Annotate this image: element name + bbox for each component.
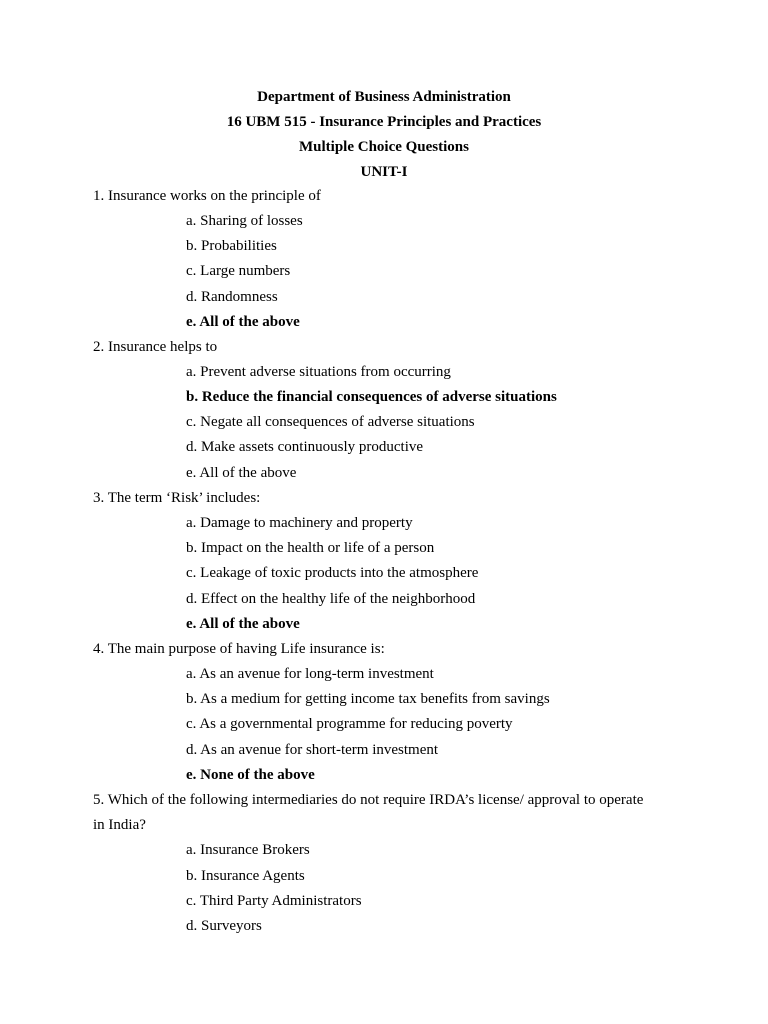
- question-3-option-c: c. Leakage of toxic products into the atmosphere: [186, 565, 479, 581]
- question-5-option-c: c. Third Party Administrators: [186, 893, 362, 909]
- question-1-option-e-answer: e. All of the above: [186, 314, 300, 330]
- question-1-option-c: c. Large numbers: [186, 263, 291, 279]
- question-5-option-b: b. Insurance Agents: [186, 868, 305, 884]
- question-3-option-e-answer: e. All of the above: [186, 616, 300, 632]
- question-5-option-a: a. Insurance Brokers: [186, 842, 310, 858]
- question-2-option-a: a. Prevent adverse situations from occurring: [186, 364, 451, 380]
- question-1-option-d: d. Randomness: [186, 289, 278, 305]
- question-2: 2. Insurance helps to: [93, 339, 218, 355]
- document-subtitle: Multiple Choice Questions: [298, 139, 469, 155]
- question-2-option-e: e. All of the above: [186, 465, 297, 481]
- question-2-option-d: d. Make assets continuously productive: [186, 439, 424, 455]
- question-4-option-c: c. As a governmental programme for reducing poverty: [186, 716, 513, 732]
- question-5-line-2: in India?: [93, 817, 146, 833]
- question-3-option-a: a. Damage to machinery and property: [186, 515, 413, 531]
- question-4-option-b: b. As a medium for getting income tax benefits from savings: [186, 691, 550, 707]
- question-4-option-e-answer: e. None of the above: [186, 767, 315, 783]
- question-1-option-a: a. Sharing of losses: [186, 213, 303, 229]
- question-4: 4. The main purpose of having Life insurance is:: [93, 641, 385, 657]
- question-2-option-b-answer: b. Reduce the financial consequences of adverse situations: [186, 389, 557, 405]
- question-1-option-b: b. Probabilities: [186, 238, 277, 254]
- department-heading: Department of Business Administration: [257, 89, 511, 105]
- question-5-option-d: d. Surveyors: [186, 918, 262, 934]
- question-2-option-c: c. Negate all consequences of adverse situations: [186, 414, 475, 430]
- question-3-option-b: b. Impact on the health or life of a person: [186, 540, 435, 556]
- question-4-option-a: a. As an avenue for long-term investment: [186, 666, 434, 682]
- question-3: 3. The term ‘Risk’ includes:: [93, 490, 261, 506]
- question-3-option-d: d. Effect on the healthy life of the neighborhood: [186, 591, 476, 607]
- question-1: 1. Insurance works on the principle of: [93, 188, 321, 204]
- question-5-line-1: 5. Which of the following intermediaries do not require IRDA’s license/ approval to operate: [93, 792, 644, 808]
- question-4-option-d: d. As an avenue for short-term investment: [186, 742, 439, 758]
- unit-heading: UNIT-I: [360, 164, 408, 180]
- course-title: 16 UBM 515 - Insurance Principles and Practices: [226, 114, 542, 130]
